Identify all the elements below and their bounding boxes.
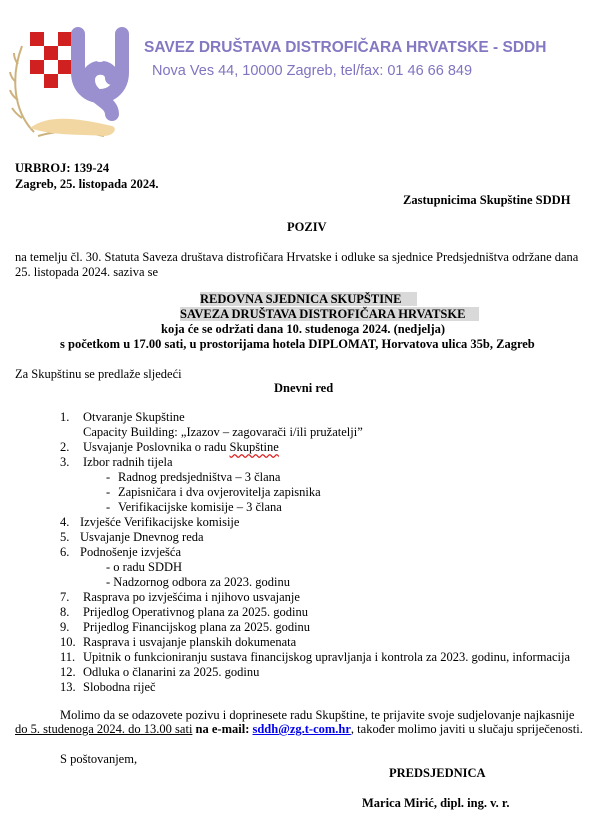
deadline: do 5. studenoga 2024. do 13.00 sati [15,722,193,736]
agenda-item-text: Podnošenje izvješća [80,545,182,559]
agenda-num: 4. [60,515,70,529]
agenda-num: 8. [60,605,70,619]
agenda-num: 6. [60,545,70,559]
agenda-dash: - [106,500,111,514]
greeting: S poštovanjem, [60,752,138,766]
wheelchair-icon [94,39,108,61]
email-label: na e-mail: [195,722,250,736]
agenda-title: Dnevni red [274,381,334,395]
agenda-item-text: Izbor radnih tijela [83,455,173,469]
signer-role: PREDSJEDNICA [389,766,486,780]
hand-shape [30,119,115,136]
urbroj: URBROJ: 139-24 [15,161,110,175]
agenda-item-text: Usvajanje Dnevnog reda [80,530,204,544]
agenda-num: 11. [60,650,76,664]
meeting-title-line-2: SAVEZA DRUŠTAVA DISTROFIČARA HRVATSKE [180,307,479,321]
agenda-num: 1. [60,410,70,424]
signer-name: Marica Mirić, dipl. ing. v. r. [362,796,510,810]
recipient: Zastupnicima Skupštine SDDH [403,193,571,207]
intro-line-2: 25. listopada 2024. saziva se [15,265,159,279]
org-address: Nova Ves 44, 10000 Zagreb, tel/fax: 01 46 66 849 [152,63,473,79]
agenda-item-text: Prijedlog Financijskog plana za 2025. godinu [83,620,311,634]
agenda-subitem: - o radu SDDH [106,560,183,574]
agenda-item-text: Rasprava i usvajanje planskih dokumenata [83,635,297,649]
croatian-checkerboard [30,32,72,88]
agenda-dash: - [106,485,111,499]
agenda-subitem: Zapisničara i dva ovjerovitelja zapisnika [118,485,321,499]
agenda-num: 3. [60,455,70,469]
agenda-subitem: Radnog predsjedništva – 3 člana [118,470,281,484]
agenda-item-text: Otvaranje Skupštine [83,410,185,424]
agenda-item-text: Slobodna riječ [83,680,156,694]
email-link[interactable]: sddh@zg.t-com.hr [252,722,351,736]
agenda-item-text: Usvajanje Poslovnika o radu Skupštine [83,440,279,454]
agenda-num: 2. [60,440,70,454]
place-date: Zagreb, 25. listopada 2024. [15,177,159,191]
agenda-item [60,410,69,425]
sddh-logo [8,8,136,144]
agenda-num: 13. [60,680,76,694]
agenda-item-text: Prijedlog Operativnog plana za 2025. godinu [83,605,308,619]
agenda-num: 9. [60,620,70,634]
page-title: POZIV [287,220,327,234]
intro-line-1: na temelju čl. 30. Statuta Saveza društava distrofičara Hrvatske i odluke sa sjednice Predsjedništva održane dana [15,250,579,264]
meeting-location: s početkom u 17.00 sati, u prostorijama hotela DIPLOMAT, Horvatova ulica 35b, Zagreb [60,337,535,351]
agenda-item-text: Izvješće Verifikacijske komisije [80,515,240,529]
closing-tail: , također molimo javiti u slučaju spriječenosti. [350,722,583,736]
agenda-num: 7. [60,590,70,604]
agenda-item-text: Capacity Building: „Izazov – zagovarači i/ili pružatelji” [83,425,363,439]
meeting-title-line-1: REDOVNA SJEDNICA SKUPŠTINE [200,292,417,306]
org-name: SAVEZ DRUŠTAVA DISTROFIČARA HRVATSKE - SDDH [144,39,547,56]
agenda-subitem: Verifikacijske komisije – 3 člana [118,500,282,514]
meeting-line-1 [200,292,417,307]
agenda-num: 5. [60,530,70,544]
closing-line-2 [15,722,583,737]
spellcheck-word: Skupštine [229,440,279,454]
agenda-item-text: Odluka o članarini za 2025. godinu [83,665,260,679]
agenda-subitem: - Nadzornog odbora za 2023. godinu [106,575,290,589]
agenda-item-text: Upitnik o funkcioniranju sustava financijskog upravljanja i kontrola za 2023. godinu, informacija [83,650,571,664]
closing-line-1: Molimo da se odazovete pozivu i doprinesete radu Skupštine, te prijavite svoje sudjelovanje najkasnije [60,708,575,722]
meeting-date: koja će se održati dana 10. studenoga 2024. (nedjelja) [161,322,446,336]
meeting-line-2 [180,307,479,322]
agenda-num: 10. [60,635,76,649]
agenda-item-text: Rasprava po izvješćima i njihovo usvajanje [83,590,300,604]
agenda-num: 12. [60,665,76,679]
agenda-intro: Za Skupštinu se predlaže sljedeći [15,367,182,381]
agenda-dash: - [106,470,111,484]
